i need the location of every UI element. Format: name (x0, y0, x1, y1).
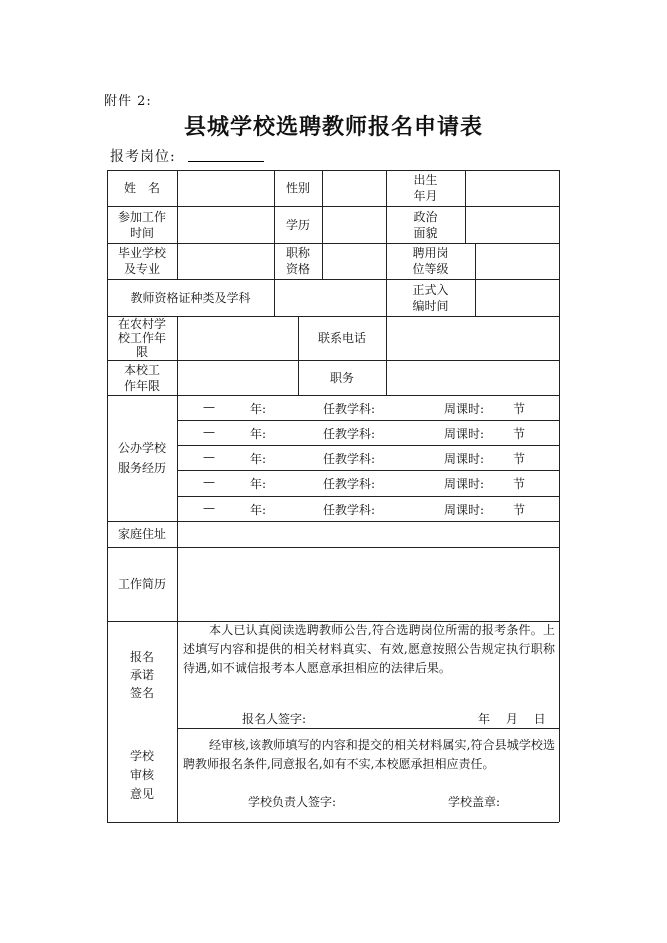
school-years-field[interactable] (177, 360, 298, 395)
address-field[interactable] (177, 521, 559, 547)
review-text: 经审核,该教师填写的内容和提交的相关材料属实,符合县城学校选聘教师报名条件,同意报名,如有不实,本校愿承担相应责任。 (183, 738, 555, 771)
duty-field[interactable] (386, 360, 559, 395)
service-row-unit: 节 (513, 503, 526, 517)
service-row-dash: — (203, 501, 215, 515)
address-label: 家庭住址 (117, 527, 166, 541)
resume-label: 工作简历 (117, 577, 166, 591)
service-row-year: 年: (250, 402, 267, 416)
service-row-hours: 周课时: (444, 477, 485, 491)
gender-label: 性别 (285, 181, 310, 195)
post-input-line[interactable] (188, 161, 264, 162)
official-time-field[interactable] (475, 279, 559, 316)
phone-field[interactable] (386, 316, 559, 360)
name-field[interactable] (177, 170, 274, 206)
birth-label: 出生 年月 (413, 173, 438, 203)
school-major-field[interactable] (177, 243, 274, 279)
gender-field[interactable] (322, 170, 386, 206)
commitment-text: 本人已认真阅读选聘教师公告,符合选聘岗位所需的报考条件。上述填写内容和提供的相关材料真实、有效,愿意按照公告规定执行职称待遇,如不诚信报考本人愿意承担相应的法律后果。 (183, 623, 555, 675)
service-row-dash: — (203, 450, 215, 464)
political-field[interactable] (465, 206, 559, 243)
school-review-label: 学校 审核 意见 (129, 748, 154, 801)
service-row-dash: — (203, 475, 215, 489)
service-row-unit: 节 (513, 427, 526, 441)
service-row-unit: 节 (513, 477, 526, 491)
service-row-dash: — (203, 400, 215, 414)
service-row-subject: 任教学科: (323, 427, 376, 441)
principal-signature-label: 学校负责人签字: (248, 795, 337, 809)
work-start-field[interactable] (177, 206, 274, 243)
political-label: 政治 面貌 (413, 209, 438, 240)
service-row-unit: 节 (513, 452, 526, 466)
signer-label: 报名人签字: (242, 712, 307, 726)
commitment-date: 年 月 日 (478, 712, 546, 726)
school-years-label: 本校工 作年限 (123, 362, 160, 393)
service-row-year: 年: (250, 452, 267, 466)
service-row-hours: 周课时: (444, 503, 485, 517)
service-row-hours: 周课时: (444, 427, 485, 441)
commitment-label: 报名 承诺 签名 (129, 649, 154, 700)
attachment-label: 附件 2: (104, 94, 152, 109)
hire-level-label: 聘用岗 位等级 (412, 246, 449, 276)
hire-level-field[interactable] (475, 243, 559, 279)
rural-years-field[interactable] (177, 316, 298, 360)
teacher-cert-field[interactable] (274, 279, 386, 316)
service-row-dash: — (203, 425, 215, 439)
service-row-year: 年: (250, 427, 267, 441)
resume-field[interactable] (177, 547, 559, 621)
school-major-label: 毕业学校 及专业 (117, 246, 166, 276)
phone-label: 联系电话 (317, 331, 366, 345)
birth-field[interactable] (465, 170, 559, 206)
duty-label: 职务 (329, 370, 354, 385)
name-label: 姓 名 (123, 181, 160, 195)
service-row-hours: 周课时: (444, 452, 485, 466)
title-qualification-label: 职称 资格 (285, 246, 310, 276)
title-qualification-field[interactable] (322, 243, 386, 279)
form-title: 县城学校选聘教师报名申请表 (183, 114, 483, 140)
education-label: 学历 (285, 217, 310, 232)
service-history-label: 公办学校 服务经历 (117, 441, 166, 475)
service-row-hours: 周课时: (444, 402, 485, 416)
service-row-unit: 节 (513, 402, 526, 416)
school-seal-label: 学校盖章: (448, 795, 501, 809)
service-row-subject: 任教学科: (323, 402, 376, 416)
service-row-subject: 任教学科: (323, 503, 376, 517)
education-field[interactable] (322, 206, 386, 243)
official-time-label: 正式入 编时间 (412, 282, 449, 313)
work-start-label: 参加工作 时间 (117, 209, 166, 240)
service-row-subject: 任教学科: (323, 452, 376, 466)
teacher-cert-label: 教师资格证种类及学科 (130, 290, 251, 305)
service-row-subject: 任教学科: (323, 477, 376, 491)
rural-years-label: 在农村学 校工作年 限 (117, 317, 166, 359)
service-row-year: 年: (250, 503, 267, 517)
service-row-year: 年: (250, 477, 267, 491)
post-label: 报考岗位: (110, 149, 176, 165)
